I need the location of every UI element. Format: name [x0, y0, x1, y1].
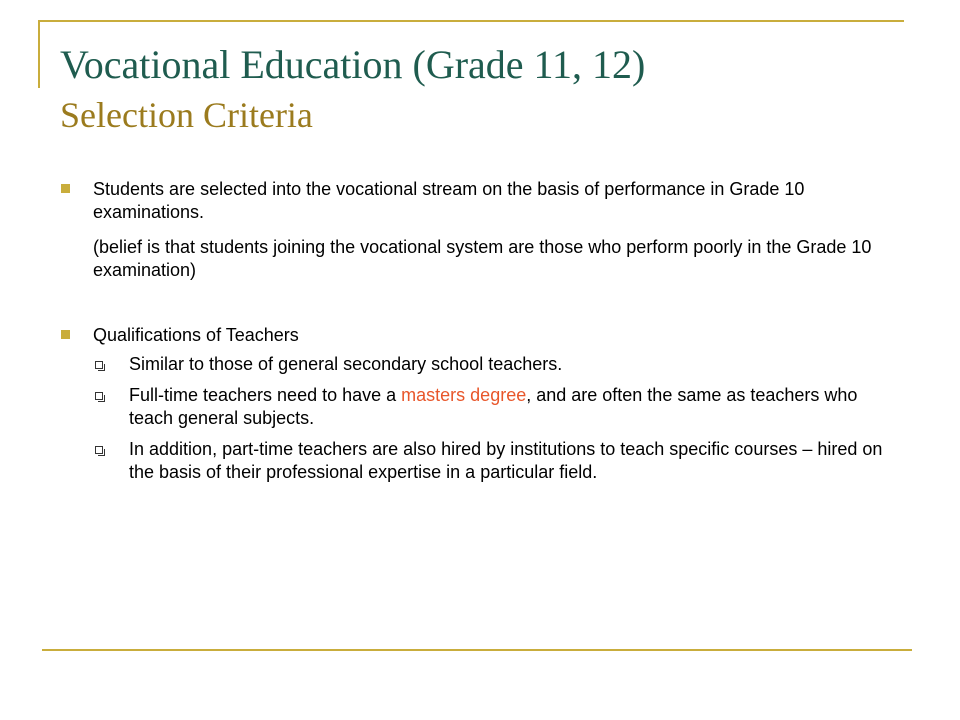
slide-body: [60, 178, 900, 484]
subitem-text-after: , and are often the same as teachers who teach general subjects.: [129, 385, 858, 428]
shadowed-square-bullet-icon: [95, 392, 103, 400]
subitem-part-time-teachers: [93, 438, 900, 484]
bullet-note: (belief is that students joining the vocational system are those who perform poorly in the Grade 10 examination): [93, 237, 872, 280]
subitem-full-time-teachers: [93, 384, 900, 430]
subitem-similar-qualifications: [93, 353, 900, 376]
bullet-selection: [60, 178, 900, 282]
highlighted-phrase: masters degree: [401, 385, 527, 405]
top-accent-rule: [38, 20, 904, 22]
subitem-text: In addition, part-time teachers are also hired by institutions to teach specific courses – hired on the basis of their professional expertise in a particular field.: [129, 439, 883, 482]
slide-title-line-1: Vocational Education (Grade 11, 12): [60, 42, 646, 87]
bullet-text: Students are selected into the vocational stream on the basis of performance in Grade 10 examinations.: [93, 179, 805, 222]
left-accent-rule: [38, 20, 40, 88]
shadowed-square-bullet-icon: [95, 446, 103, 454]
bullet-teacher-qualifications: [60, 324, 900, 484]
slide-title-line-2: Selection Criteria: [60, 95, 313, 135]
subitem-text-before: Full-time teachers need to have a: [129, 385, 402, 405]
square-bullet-icon: [61, 184, 70, 193]
bullet-text: Qualifications of Teachers: [93, 325, 299, 345]
shadowed-square-bullet-icon: [95, 361, 103, 369]
square-bullet-icon: [61, 330, 70, 339]
subitem-text: [129, 384, 900, 430]
slide-title: [60, 40, 920, 140]
subitem-text: Similar to those of general secondary school teachers.: [129, 354, 563, 374]
bottom-accent-rule: [42, 649, 912, 651]
